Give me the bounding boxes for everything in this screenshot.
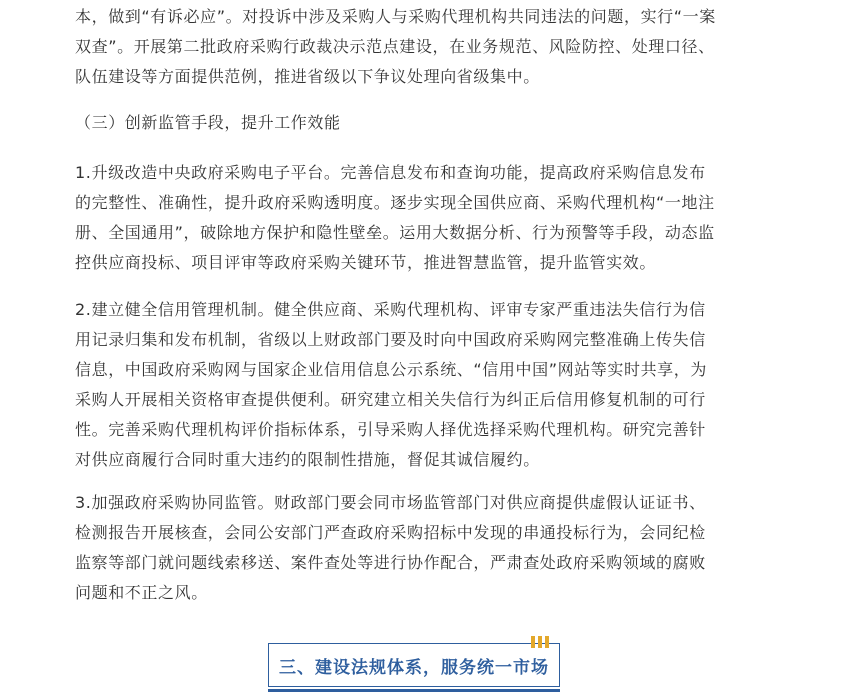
text-line: 本，做到“有诉必应”。对投诉中涉及采购人与采购代理机构共同违法的问题，实行“一案 <box>75 7 716 26</box>
text-line: 双查”。开展第二批政府采购行政裁决示范点建设，在业务规范、风险防控、处理口径、 <box>75 37 715 56</box>
section-heading-banner <box>268 643 560 687</box>
text-line: 问题和不正之风。 <box>75 583 208 602</box>
decoration-bar <box>538 636 542 648</box>
section-heading-title: 三、建设法规体系，服务统一市场 <box>279 657 549 678</box>
text-line: 队伍建设等方面提供范例，推进省级以下争议处理向省级集中。 <box>75 67 540 86</box>
decoration-bar <box>545 636 549 648</box>
text-line: 采购人开展相关资格审查提供便利。研究建立相关失信行为纠正后信用修复机制的可行 <box>75 390 706 409</box>
text-line: 监察等部门就问题线索移送、案件查处等进行协作配合，严肃查处政府采购领域的腐败 <box>75 553 706 572</box>
text-line: 性。完善采购代理机构评价指标体系，引导采购人择优选择采购代理机构。研究完善针 <box>75 420 706 439</box>
subheading-innovation <box>75 108 341 138</box>
text-line: 1.升级改造中央政府采购电子平台。完善信息发布和查询功能，提高政府采购信息发布 <box>75 163 706 182</box>
banner-decoration-icon <box>531 636 555 648</box>
paragraph-item-3 <box>75 488 706 608</box>
paragraph-intro <box>75 2 716 92</box>
text-line: 的完整性、准确性，提升政府采购透明度。逐步实现全国供应商、采购代理机构“一地注 <box>75 193 715 212</box>
banner-underline-divider <box>268 689 560 692</box>
decoration-bar <box>531 636 535 648</box>
text-line: 检测报告开展核查，会同公安部门严查政府采购招标中发现的串通投标行为，会同纪检 <box>75 523 706 542</box>
text-line: 控供应商投标、项目评审等政府采购关键环节，推进智慧监管，提升监管实效。 <box>75 253 657 272</box>
paragraph-item-2 <box>75 295 707 475</box>
subheading-text: （三）创新监管手段，提升工作效能 <box>75 113 341 132</box>
text-line: 册、全国通用”，破除地方保护和隐性壁垒。运用大数据分析、行为预警等手段，动态监 <box>75 223 715 242</box>
text-line: 信息，中国政府采购网与国家企业信用信息公示系统、“信用中国”网站等实时共享，为 <box>75 360 707 379</box>
text-line: 2.建立健全信用管理机制。健全供应商、采购代理机构、评审专家严重违法失信行为信 <box>75 300 706 319</box>
text-line: 对供应商履行合同时重大违约的限制性措施，督促其诚信履约。 <box>75 450 540 469</box>
paragraph-item-1 <box>75 158 715 278</box>
text-line: 3.加强政府采购协同监管。财政部门要会同市场监管部门对供应商提供虚假认证证书、 <box>75 493 706 512</box>
text-line: 用记录归集和发布机制，省级以上财政部门要及时向中国政府采购网完整准确上传失信 <box>75 330 706 349</box>
